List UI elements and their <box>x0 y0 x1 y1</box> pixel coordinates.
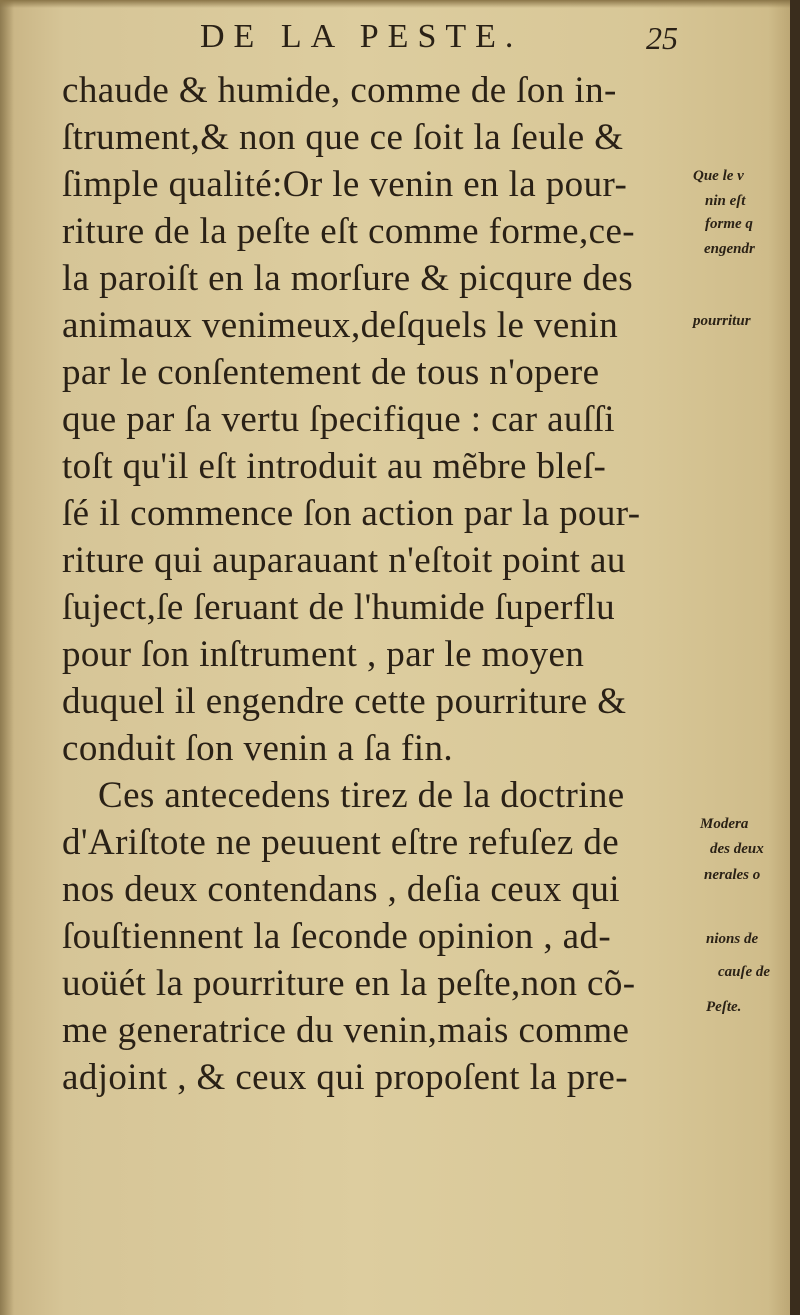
text-line: chaude & humide, comme de ſon in- <box>62 70 617 111</box>
text-line: ſuject,ſe ſeruant de l'humide ſuperflu <box>62 587 616 628</box>
text-line: duquel il engendre cette pourriture & <box>62 681 627 722</box>
text-line: par le conſentement de tous n'opere <box>62 352 600 393</box>
margin-note-line: Que le v <box>693 168 744 184</box>
page-number: 25 <box>646 20 678 56</box>
gutter-shadow <box>0 0 14 1315</box>
text-line: animaux venimeux,deſquels le venin <box>62 305 619 346</box>
text-line: riture qui auparauant n'eſtoit point au <box>62 540 626 581</box>
text-line: ſtrument,& non que ce ſoit la ſeule & <box>62 117 624 158</box>
margin-note-line: nerales o <box>704 867 761 883</box>
margin-note-line: forme q <box>705 216 753 232</box>
text-line: que par ſa vertu ſpecifique : car auſſi <box>62 399 615 440</box>
text-line: uoüét la pourriture en la peſte,non cõ- <box>62 963 636 1004</box>
text-line: riture de la peſte eſt comme forme,ce- <box>62 211 636 252</box>
text-line: nos deux contendans , deſia ceux qui <box>62 869 620 910</box>
margin-note-line: nin eſt <box>705 193 746 209</box>
page-top-edge <box>0 0 800 8</box>
margin-note-line: des deux <box>710 841 764 857</box>
text-line: la paroiſt en la morſure & picqure des <box>62 258 634 299</box>
text-line: me generatrice du venin,mais comme <box>62 1010 630 1051</box>
running-head <box>60 18 690 62</box>
margin-note-line: pourritur <box>693 313 751 329</box>
text-line: ſouſtiennent la ſeconde opinion , ad- <box>62 916 612 957</box>
text-line: toſt qu'il eſt introduit au mẽbre bleſ- <box>62 446 607 487</box>
text-line: pour ſon inſtrument , par le moyen <box>62 634 585 675</box>
text-line: ſimple qualité:Or le venin en la pour- <box>62 164 628 205</box>
margin-note-line: cauſe de <box>718 964 771 980</box>
page-right-edge <box>790 0 800 1315</box>
text-line: d'Ariſtote ne peuuent eſtre refuſez de <box>62 822 620 863</box>
margin-note-line: Modera <box>700 816 749 832</box>
margin-note-line: Peſte. <box>706 999 742 1015</box>
margin-note-line: nions de <box>706 931 759 947</box>
running-title: DE LA PESTE. <box>200 18 523 55</box>
text-line: conduit ſon venin a ſa fin. <box>62 728 453 769</box>
margin-note-line: engendr <box>704 241 755 257</box>
text-line: ſé il commence ſon action par la pour- <box>62 493 641 534</box>
text-line: adjoint , & ceux qui propoſent la pre- <box>62 1057 628 1098</box>
paragraph-first-line: Ces antecedens tirez de la doctrine <box>98 775 625 816</box>
